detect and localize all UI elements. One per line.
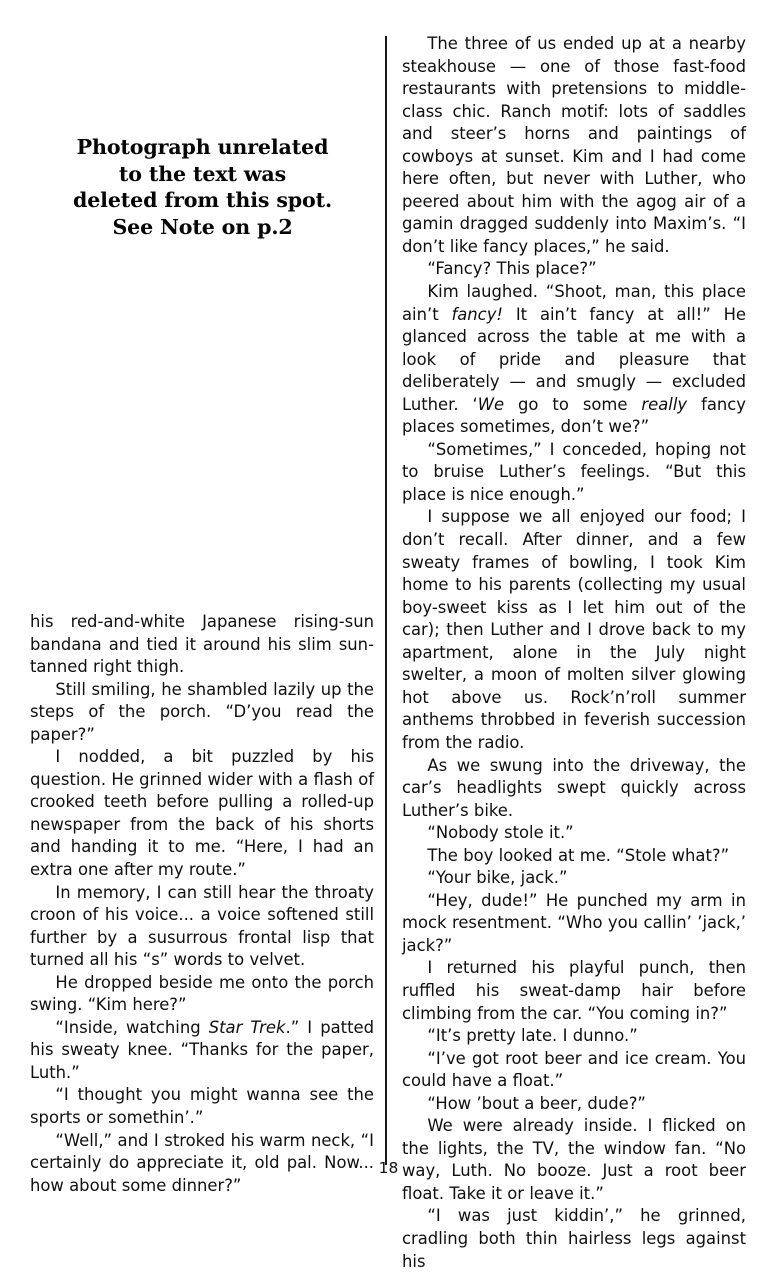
paragraph: “I thought you might wanna see the sports or somethin’.”: [30, 1085, 374, 1128]
paragraph: We were already inside. I flicked on the lights, the TV, the window fan. “No way, Luth. No booze. Just a root beer float. Take it or leave it.”: [402, 1116, 746, 1203]
paragraph: I nodded, a bit puzzled by his question. He grinned wider with a flash of crooked teeth before pulling a rolled-up newspaper from the back of his shorts and handing it to me. “Here, I had an extra one after my route.”: [30, 747, 374, 880]
photograph-removed-notice: [31, 134, 374, 240]
paragraph: Still smiling, he shambled lazily up the steps of the porch. “D’you read the paper?”: [30, 679, 374, 744]
paragraph: The boy looked at me. “Stole what?”: [427, 845, 730, 865]
paragraph: “How ’bout a beer, dude?”: [427, 1093, 646, 1113]
paragraph: I suppose we all enjoyed our food; I don’t recall. After dinner, and a few sweaty frames of bowling, I took Kim home to his parents (collecting my usual boy-sweet kiss as I let him out of the car); then Luther and I drove back to my apartment, alone in the July night swelter, a moon of molten silver glowing hot above us. Rock’n’roll summer anthems throbbed in feverish succession from the radio.: [402, 507, 746, 752]
paragraph: “It’s pretty late. I dunno.”: [427, 1026, 638, 1046]
paragraph: “Hey, dude!” He punched my arm in mock resentment. “Who you callin’ ’jack,’ jack?”: [402, 890, 746, 955]
paragraph: “Your bike, jack.”: [427, 868, 568, 888]
right-text-column: [402, 33, 746, 1273]
notice-line-3: deleted from this spot.: [72, 188, 333, 213]
notice-line-2: to the text was: [118, 161, 287, 186]
notice-line-4: See Note on p.2: [112, 214, 293, 239]
column-divider-rule: [385, 36, 387, 1165]
paragraph: “Well,” and I stroked his warm neck, “I certainly do appreciate it, old pal. Now... how about some dinner?”: [30, 1130, 374, 1195]
paragraph: “Inside, watching Star Trek.” I patted his sweaty knee. “Thanks for the paper, Luth.”: [30, 1017, 374, 1082]
paragraph: He dropped beside me onto the porch swing. “Kim here?”: [30, 972, 374, 1015]
paragraph: his red-and-white Japanese rising-sun bandana and tied it around his slim sun-tanned right thigh.: [30, 612, 374, 677]
paragraph: The three of us ended up at a nearby steakhouse — one of those fast-food restaurants with pretensions to middle-class chic. Ranch motif: lots of saddles and steer’s horns and paintings of cowboys at sunset. Kim and I had come here often, but never with Luther, who peered about him with the agog air of a gamin dragged suddenly into Maxim’s. “I don’t like fancy places,” he said.: [402, 34, 746, 256]
paragraph: “Fancy? This place?”: [427, 259, 597, 279]
notice-line-1: Photograph unrelated: [76, 135, 329, 159]
paragraph: “Nobody stole it.”: [427, 823, 574, 843]
left-text-column: [30, 611, 374, 1197]
paragraph: I returned his playful punch, then ruffled his sweat-damp hair before climbing from the car. “You coming in?”: [402, 958, 746, 1023]
paragraph: “I’ve got root beer and ice cream. You could have a float.”: [402, 1048, 746, 1091]
page-number: 18: [378, 1159, 399, 1177]
paragraph: In memory, I can still hear the throaty croon of his voice... a voice softened still further by a susurrous frontal lisp that turned all his “s” words to velvet.: [30, 882, 374, 970]
paragraph: As we swung into the driveway, the car’s headlights swept quickly across Luther’s bike.: [402, 755, 746, 820]
paragraph: “Sometimes,” I conceded, hoping not to bruise Luther’s feelings. “But this place is nice enough.”: [402, 439, 746, 504]
paragraph: “I was just kiddin’,” he grinned, cradling both thin hairless legs against his: [402, 1206, 746, 1271]
paragraph: Kim laughed. “Shoot, man, this place ain’t fancy! It ain’t fancy at all!” He glanced across the table at me with a look of pride and pleasure that deliberately — and smugly — excluded Luther. ‘We go to some really fancy places sometimes, don’t we?”: [402, 282, 746, 437]
